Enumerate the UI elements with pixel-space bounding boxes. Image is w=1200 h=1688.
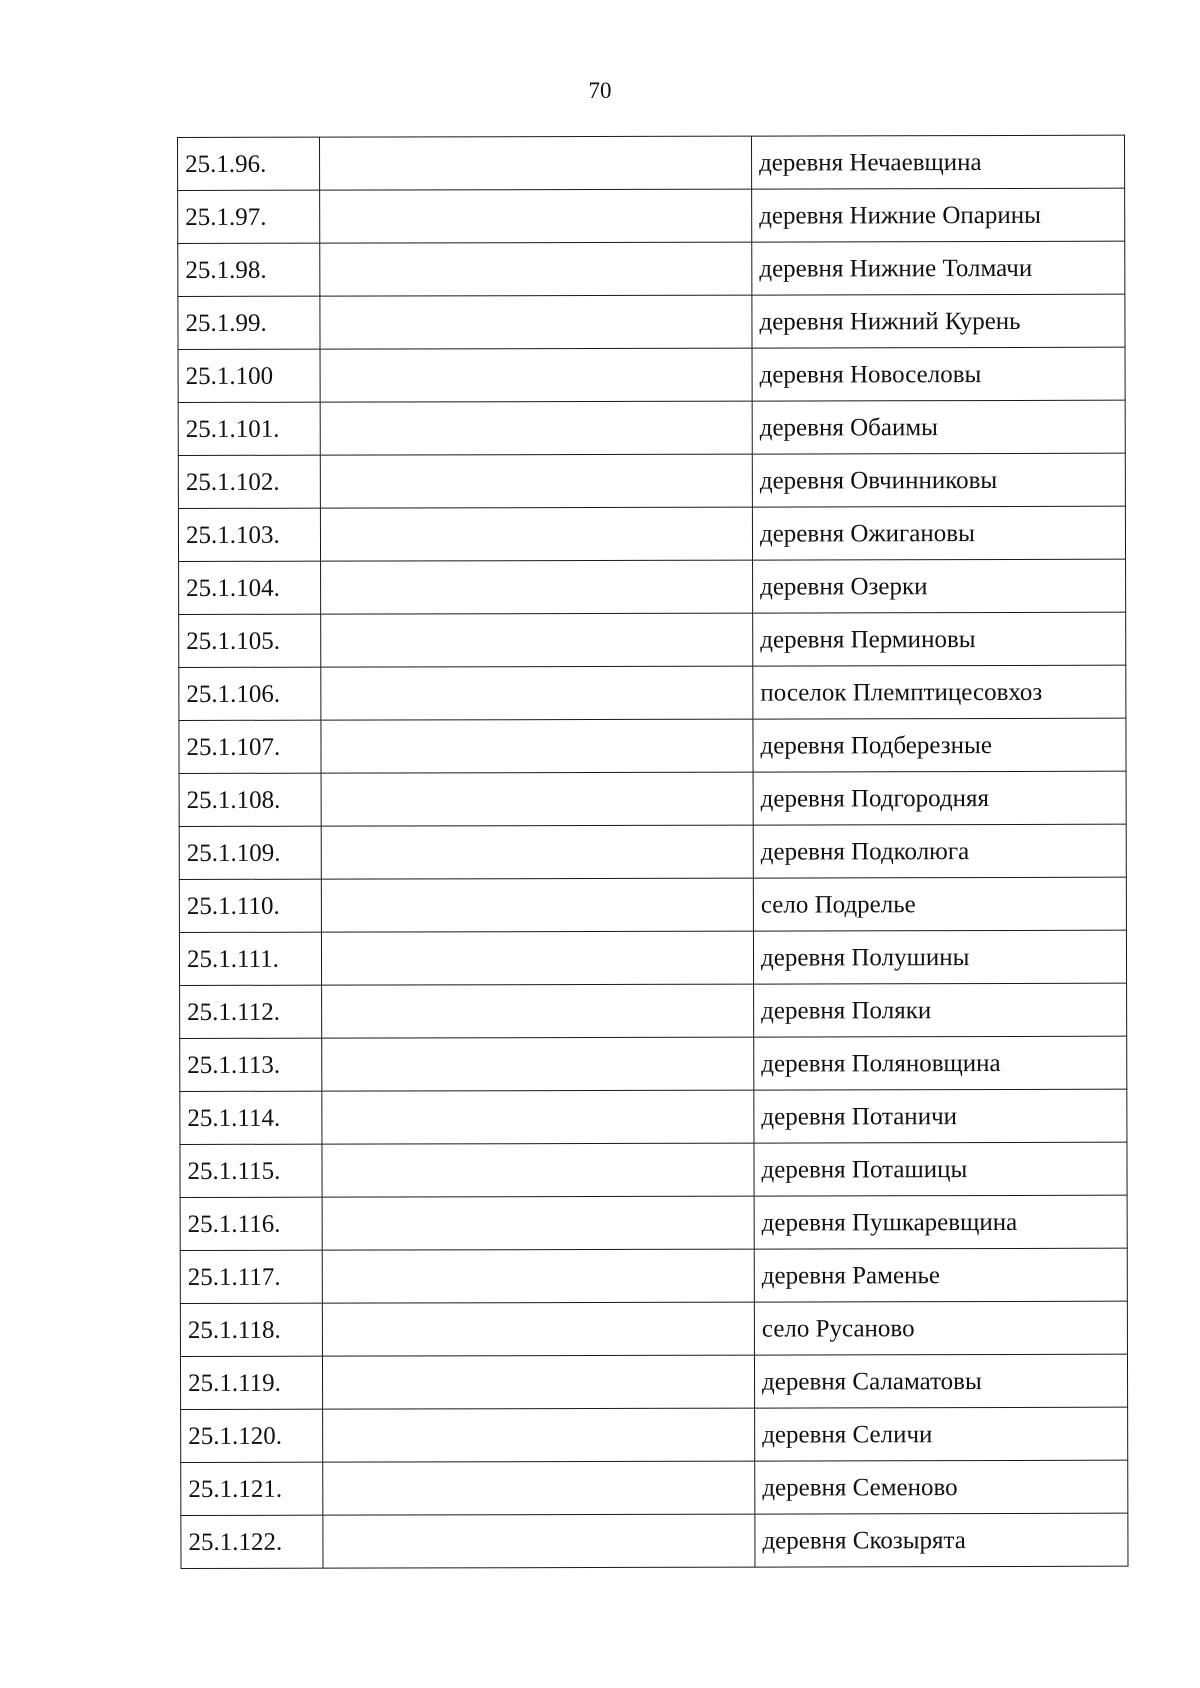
settlement-name-cell: село Подрелье bbox=[753, 877, 1126, 931]
settlement-name-cell: деревня Саламатовы bbox=[754, 1354, 1127, 1408]
table-row bbox=[181, 1407, 1128, 1462]
row-number-cell: 25.1.111. bbox=[179, 932, 321, 985]
row-number-cell: 25.1.101. bbox=[178, 402, 320, 455]
settlement-name-cell: деревня Нижний Курень bbox=[752, 294, 1125, 348]
table-row bbox=[179, 930, 1126, 985]
settlement-name-cell: деревня Поляки bbox=[754, 983, 1127, 1037]
settlement-name-cell: деревня Перминовы bbox=[753, 612, 1126, 666]
empty-cell bbox=[320, 454, 752, 508]
settlement-name-cell: деревня Нижние Опарины bbox=[752, 188, 1125, 242]
settlement-name-cell: деревня Поляновщина bbox=[754, 1036, 1127, 1090]
empty-cell bbox=[320, 136, 752, 190]
row-number-cell: 25.1.107. bbox=[179, 720, 321, 773]
row-number-cell: 25.1.102. bbox=[178, 455, 320, 508]
empty-cell bbox=[321, 931, 753, 985]
row-number-cell: 25.1.114. bbox=[180, 1091, 322, 1144]
settlement-name-cell: деревня Озерки bbox=[753, 559, 1126, 613]
table-row bbox=[179, 877, 1126, 932]
settlement-name-cell: деревня Поташицы bbox=[754, 1142, 1127, 1196]
settlement-name-cell: деревня Полушины bbox=[753, 930, 1126, 984]
table-row bbox=[178, 506, 1125, 561]
row-number-cell: 25.1.117. bbox=[180, 1250, 322, 1303]
settlement-name-cell: деревня Овчинниковы bbox=[752, 453, 1125, 507]
empty-cell bbox=[322, 1249, 754, 1303]
empty-cell bbox=[322, 1143, 754, 1197]
table-row bbox=[180, 1036, 1127, 1091]
table-row bbox=[178, 135, 1125, 190]
empty-cell bbox=[323, 1408, 755, 1462]
table-row bbox=[180, 1354, 1127, 1409]
empty-cell bbox=[323, 1514, 755, 1568]
row-number-cell: 25.1.122. bbox=[181, 1515, 323, 1568]
table-row bbox=[181, 1513, 1128, 1568]
empty-cell bbox=[322, 1302, 754, 1356]
settlement-name-cell: деревня Подберезные bbox=[753, 718, 1126, 772]
table-row bbox=[180, 983, 1127, 1038]
row-number-cell: 25.1.118. bbox=[180, 1303, 322, 1356]
table-row bbox=[178, 453, 1125, 508]
row-number-cell: 25.1.121. bbox=[181, 1462, 323, 1515]
settlement-name-cell: деревня Селичи bbox=[755, 1407, 1128, 1461]
table-row bbox=[178, 294, 1125, 349]
row-number-cell: 25.1.104. bbox=[179, 561, 321, 614]
empty-cell bbox=[320, 401, 752, 455]
empty-cell bbox=[320, 242, 752, 296]
row-number-cell: 25.1.116. bbox=[180, 1197, 322, 1250]
row-number-cell: 25.1.105. bbox=[179, 614, 321, 667]
row-number-cell: 25.1.97. bbox=[178, 190, 320, 243]
table-row bbox=[179, 559, 1126, 614]
empty-cell bbox=[320, 507, 752, 561]
table-row bbox=[181, 1460, 1128, 1515]
table-row bbox=[179, 824, 1126, 879]
settlement-name-cell: деревня Подгородняя bbox=[753, 771, 1126, 825]
row-number-cell: 25.1.119. bbox=[180, 1356, 322, 1409]
row-number-cell: 25.1.100 bbox=[178, 349, 320, 402]
empty-cell bbox=[320, 189, 752, 243]
settlement-name-cell: село Русаново bbox=[754, 1301, 1127, 1355]
row-number-cell: 25.1.120. bbox=[181, 1409, 323, 1462]
empty-cell bbox=[322, 1037, 754, 1091]
row-number-cell: 25.1.99. bbox=[178, 296, 320, 349]
settlements-table bbox=[177, 135, 1128, 1569]
row-number-cell: 25.1.96. bbox=[178, 137, 320, 190]
table-row bbox=[180, 1195, 1127, 1250]
empty-cell bbox=[320, 295, 752, 349]
empty-cell bbox=[321, 560, 753, 614]
empty-cell bbox=[322, 1355, 754, 1409]
empty-cell bbox=[322, 1090, 754, 1144]
empty-cell bbox=[321, 772, 753, 826]
row-number-cell: 25.1.103. bbox=[178, 508, 320, 561]
settlement-name-cell: деревня Семеново bbox=[755, 1460, 1128, 1514]
row-number-cell: 25.1.109. bbox=[179, 826, 321, 879]
table-row bbox=[179, 665, 1126, 720]
table-row bbox=[180, 1301, 1127, 1356]
table-row bbox=[180, 1248, 1127, 1303]
empty-cell bbox=[322, 984, 754, 1038]
settlement-name-cell: деревня Нечаевщина bbox=[751, 135, 1124, 189]
settlement-name-cell: деревня Обаимы bbox=[752, 400, 1125, 454]
table-row bbox=[180, 1089, 1127, 1144]
table-row bbox=[178, 188, 1125, 243]
empty-cell bbox=[323, 1461, 755, 1515]
empty-cell bbox=[321, 613, 753, 667]
empty-cell bbox=[321, 878, 753, 932]
table-row bbox=[178, 241, 1125, 296]
settlement-name-cell: поселок Племптицесовхоз bbox=[753, 665, 1126, 719]
table-row bbox=[178, 400, 1125, 455]
row-number-cell: 25.1.110. bbox=[179, 879, 321, 932]
empty-cell bbox=[321, 825, 753, 879]
settlement-name-cell: деревня Потаничи bbox=[754, 1089, 1127, 1143]
table-row bbox=[179, 718, 1126, 773]
row-number-cell: 25.1.106. bbox=[179, 667, 321, 720]
row-number-cell: 25.1.98. bbox=[178, 243, 320, 296]
empty-cell bbox=[321, 666, 753, 720]
settlement-name-cell: деревня Нижние Толмачи bbox=[752, 241, 1125, 295]
table-row bbox=[178, 347, 1125, 402]
table-row bbox=[179, 771, 1126, 826]
empty-cell bbox=[321, 719, 753, 773]
row-number-cell: 25.1.112. bbox=[180, 985, 322, 1038]
page-number: 70 bbox=[588, 78, 612, 103]
row-number-cell: 25.1.115. bbox=[180, 1144, 322, 1197]
row-number-cell: 25.1.108. bbox=[179, 773, 321, 826]
table-row bbox=[180, 1142, 1127, 1197]
settlements-table-body bbox=[178, 135, 1128, 1568]
settlement-name-cell: деревня Подколюга bbox=[753, 824, 1126, 878]
settlement-name-cell: деревня Пушкаревщина bbox=[754, 1195, 1127, 1249]
settlement-name-cell: деревня Раменье bbox=[754, 1248, 1127, 1302]
empty-cell bbox=[320, 348, 752, 402]
row-number-cell: 25.1.113. bbox=[180, 1038, 322, 1091]
empty-cell bbox=[322, 1196, 754, 1250]
settlement-name-cell: деревня Новоселовы bbox=[752, 347, 1125, 401]
table-row bbox=[179, 612, 1126, 667]
settlement-name-cell: деревня Ожигановы bbox=[752, 506, 1125, 560]
settlement-name-cell: деревня Скозырята bbox=[755, 1513, 1128, 1567]
